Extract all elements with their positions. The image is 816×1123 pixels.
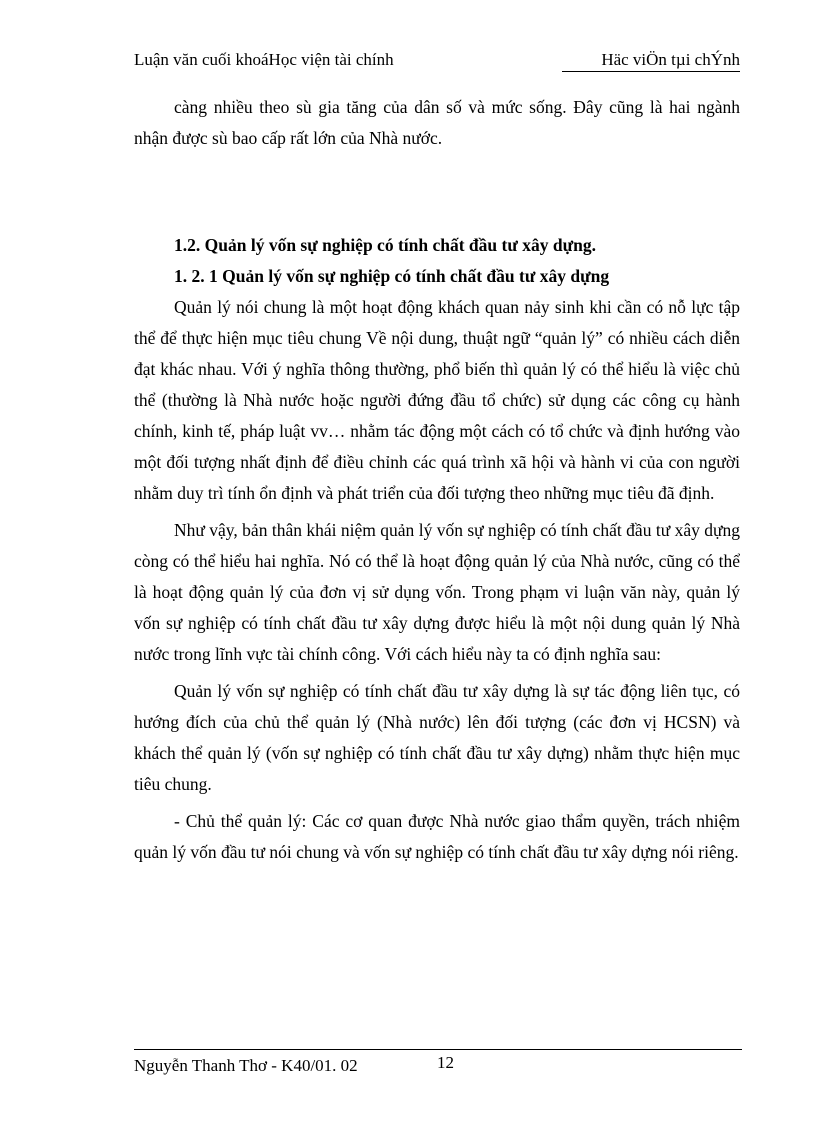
paragraph-two-meanings: Như vậy, bản thân khái niệm quản lý vốn sự nghiệp có tính chất đầu tư xây dựng còng có thể hiểu hai nghĩa. Nó có thể là hoạt động quản lý của Nhà nước, cũng có thể là hoạt động quản lý của đơn vị sử dụng vốn. Trong phạm vi luận văn này, quản lý vốn sự nghiệp có tính chất đầu tư xây dựng được hiểu là một nội dung quản lý Nhà nước trong lĩnh vực tài chính công. Với cách hiểu này ta có định nghĩa sau: xyxy=(134,520,740,664)
paragraph-intro: càng nhiều theo sù gia tăng của dân số và mức sống. Đây cũng là hai ngành nhận được sù bao cấp rất lớn của Nhà nước. xyxy=(134,97,740,148)
paragraph-subject: - Chủ thể quản lý: Các cơ quan được Nhà nước giao thẩm quyền, trách nhiệm quản lý vốn đầu tư nói chung và vốn sự nghiệp có tính chất đầu tư xây dựng nói riêng. xyxy=(134,811,740,862)
header-right-title: Häc viÖn tµi chÝnh xyxy=(601,50,740,69)
header-left-title: Luận văn cuối khoáHọc viện tài chính xyxy=(134,50,394,69)
footer-rule xyxy=(134,1049,742,1050)
section-heading: 1.2. Quản lý vốn sự nghiệp có tính chất đầu tư xây dựng. xyxy=(174,235,596,255)
footer-author: Nguyễn Thanh Thơ - K40/01. 02 xyxy=(134,1056,358,1075)
paragraph-definition-capital: Quản lý vốn sự nghiệp có tính chất đầu tư xây dựng là sự tác động liên tục, có hướng đích của chủ thể quản lý (Nhà nước) lên đối tượng (các đơn vị HCSN) và khách thể quản lý (vốn sự nghiệp có tính chất đầu tư xây dựng) nhằm thực hiện mục tiêu chung. xyxy=(134,681,740,794)
page-content xyxy=(134,92,740,868)
spacer xyxy=(134,154,740,230)
page-header xyxy=(134,48,740,72)
header-underline xyxy=(562,71,740,72)
page-number: 12 xyxy=(437,1053,454,1072)
subsection-heading: 1. 2. 1 Quản lý vốn sự nghiệp có tính chất đầu tư xây dựng xyxy=(174,266,610,286)
paragraph-definition-management: Quản lý nói chung là một hoạt động khách quan nảy sinh khi cần có nỗ lực tập thể để thực hiện mục tiêu chung Về nội dung, thuật ngữ “quản lý” có nhiều cách diễn đạt khác nhau. Với ý nghĩa thông thường, phổ biến thì quản lý có thể hiểu là việc chủ thể (thường là Nhà nước hoặc người đứng đầu tổ chức) sử dụng các công cụ hành chính, kinh tế, pháp luật vv… nhằm tác động một cách có tổ chức và định hướng vào một đối tượng nhất định để điều chỉnh các quá trình xã hội và hành vi của con người nhằm duy trì tính ổn định và phát triển của đối tượng theo những mục tiêu đã định. xyxy=(134,297,740,503)
